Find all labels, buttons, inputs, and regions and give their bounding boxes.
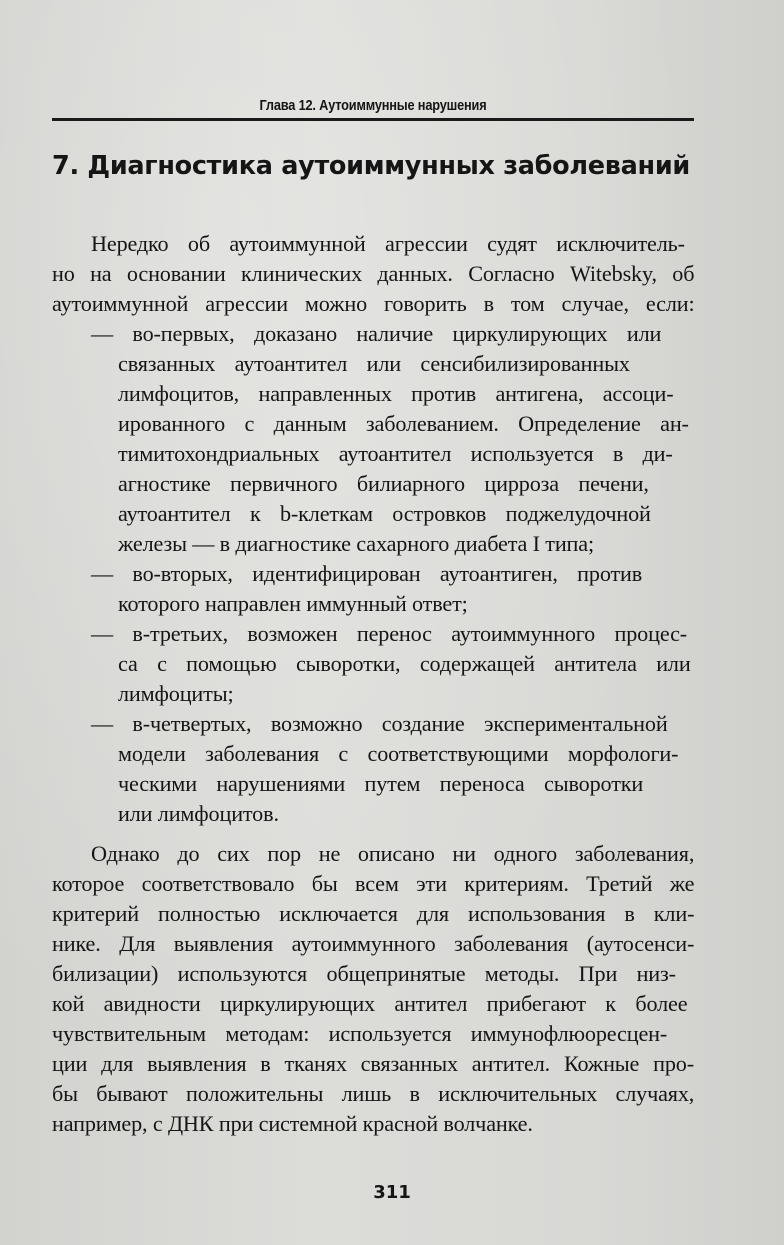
text-line: связанных аутоантител или сенсибилизированных	[118, 351, 630, 376]
text-line: Однако до сих пор не описано ни одного заболевания,	[91, 841, 695, 866]
text-line: например, с ДНК при системной красной волчанке.	[52, 1111, 533, 1136]
text-line: Нередко об аутоиммунной агрессии судят исключитель-	[91, 231, 685, 256]
text-line: железы — в диагностике сахарного диабета I типа;	[118, 531, 594, 556]
text-line: тимитохондриальных аутоантител используется в ди-	[118, 441, 673, 466]
text-line: или лимфоцитов.	[118, 801, 279, 826]
header-rule	[52, 118, 694, 121]
running-header: Глава 12. Аутоиммунные нарушения	[259, 98, 487, 114]
text-line: ческими нарушениями путем переноса сыворотки	[118, 771, 644, 796]
text-line: билизации) используются общепринятые методы. При низ-	[52, 961, 676, 986]
text-line: кой авидности циркулирующих антител прибегают к более	[52, 991, 688, 1016]
text-line: — во-первых, доказано наличие циркулирующих или	[91, 321, 662, 346]
text-line: — в-четвертых, возможно создание экспериментальной	[91, 711, 668, 736]
text-line: но на основании клинических данных. Согласно Witebsky, об	[52, 261, 695, 286]
text-line: аутоиммунной агрессии можно говорить в том случае, если:	[52, 291, 695, 316]
text-line: нике. Для выявления аутоиммунного заболевания (аутосенси-	[52, 931, 695, 956]
text-line: бы бывают положительны лишь в исключительных случаях,	[52, 1081, 695, 1106]
page-number: 311	[373, 1182, 411, 1203]
text-line: критерий полностью исключается для использования в кли-	[52, 901, 695, 926]
text-line: лимфоцитов, направленных против антигена, ассоци-	[118, 381, 674, 406]
text-line: са с помощью сыворотки, содержащей антитела или	[118, 651, 691, 676]
text-line: агностике первичного билиарного цирроза печени,	[118, 471, 649, 496]
text-line: аутоантител к b-клеткам островков поджелудочной	[118, 501, 651, 526]
text-line: ированного с данным заболеванием. Определение ан-	[118, 411, 689, 436]
text-line: — в-третьих, возможен перенос аутоиммунного процес-	[91, 621, 688, 646]
text-line: ции для выявления в тканях связанных антител. Кожные про-	[52, 1051, 694, 1076]
text-line: модели заболевания с соответствующими морфологи-	[118, 741, 679, 766]
text-line: чувствительным методам: используется иммунофлюоресцен-	[52, 1021, 668, 1046]
text-line: лимфоциты;	[118, 681, 234, 706]
text-line: которое соответствовало бы всем эти критериям. Третий же	[52, 871, 695, 896]
text-line: — во-вторых, идентифицирован аутоантиген, против	[91, 561, 643, 586]
section-heading: 7. Диагностика аутоиммунных заболеваний	[52, 151, 690, 181]
text-line: которого направлен иммунный ответ;	[118, 591, 468, 616]
